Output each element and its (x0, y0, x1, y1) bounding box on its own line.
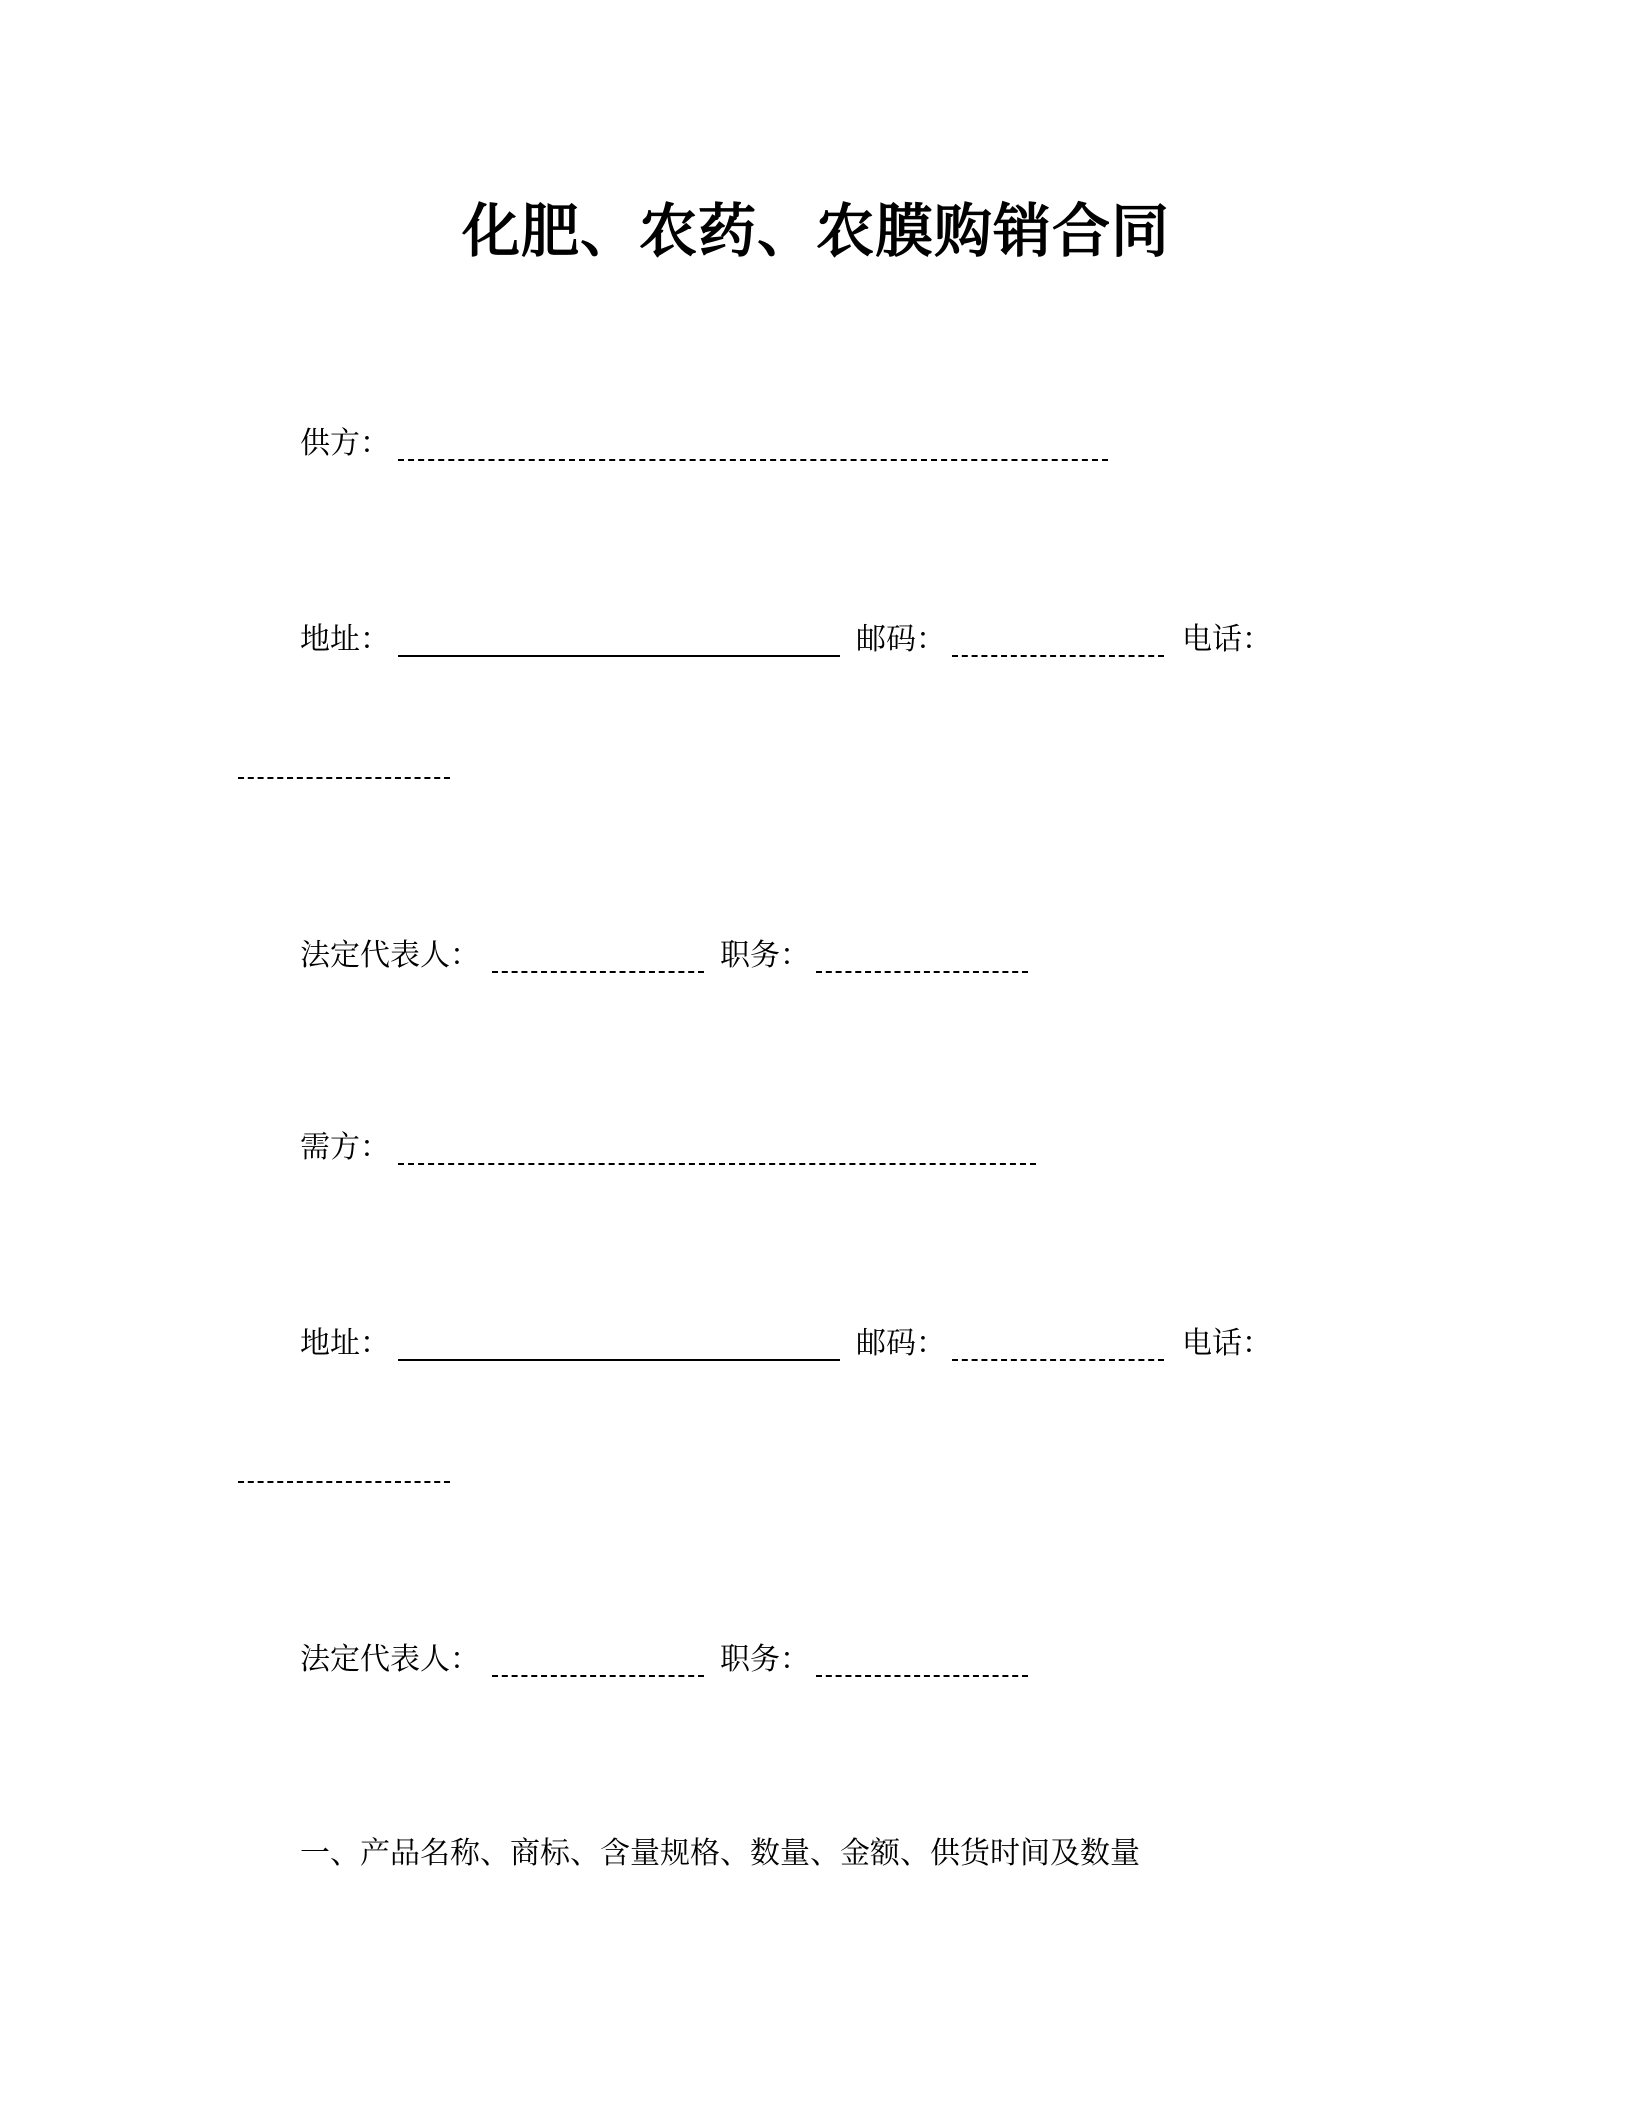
supplier-representative-line (300, 936, 1080, 976)
supplier-postcode-label: 邮码： (856, 622, 946, 657)
buyer-address-label: 地址： (300, 1326, 390, 1361)
buyer-postcode-field[interactable] (952, 1359, 1164, 1361)
document-title: 化肥、农药、农膜购销合同 (461, 197, 1170, 265)
buyer-postcode-label: 邮码： (856, 1326, 946, 1361)
supplier-phone-line (238, 742, 478, 782)
supplier-label: 供方： (300, 426, 390, 461)
supplier-phone-label: 电话： (1182, 622, 1272, 657)
buyer-line (300, 1128, 1060, 1168)
supplier-line (300, 424, 1120, 464)
buyer-position-label: 职务： (720, 1642, 810, 1677)
supplier-position-field[interactable] (816, 971, 1028, 973)
buyer-phone-label: 电话： (1182, 1326, 1272, 1361)
buyer-name-field[interactable] (398, 1163, 1036, 1165)
supplier-address-label: 地址： (300, 622, 390, 657)
supplier-legal-rep-label: 法定代表人： (300, 938, 480, 973)
supplier-legal-rep-field[interactable] (492, 971, 704, 973)
buyer-legal-rep-label: 法定代表人： (300, 1642, 480, 1677)
supplier-postcode-field[interactable] (952, 655, 1164, 657)
section-1-heading: 一、产品名称、商标、含量规格、数量、金额、供货时间及数量 (300, 1836, 1140, 1871)
buyer-phone-line (238, 1446, 478, 1486)
buyer-phone-field[interactable] (238, 1481, 450, 1483)
buyer-legal-rep-field[interactable] (492, 1675, 704, 1677)
buyer-representative-line (300, 1640, 1080, 1680)
supplier-phone-field[interactable] (238, 777, 450, 779)
supplier-address-field[interactable] (398, 655, 840, 657)
buyer-address-field[interactable] (398, 1359, 840, 1361)
supplier-name-field[interactable] (398, 459, 1108, 461)
buyer-label: 需方： (300, 1130, 390, 1165)
supplier-position-label: 职务： (720, 938, 810, 973)
buyer-address-line (300, 1324, 1280, 1364)
buyer-position-field[interactable] (816, 1675, 1028, 1677)
supplier-address-line (300, 620, 1280, 660)
